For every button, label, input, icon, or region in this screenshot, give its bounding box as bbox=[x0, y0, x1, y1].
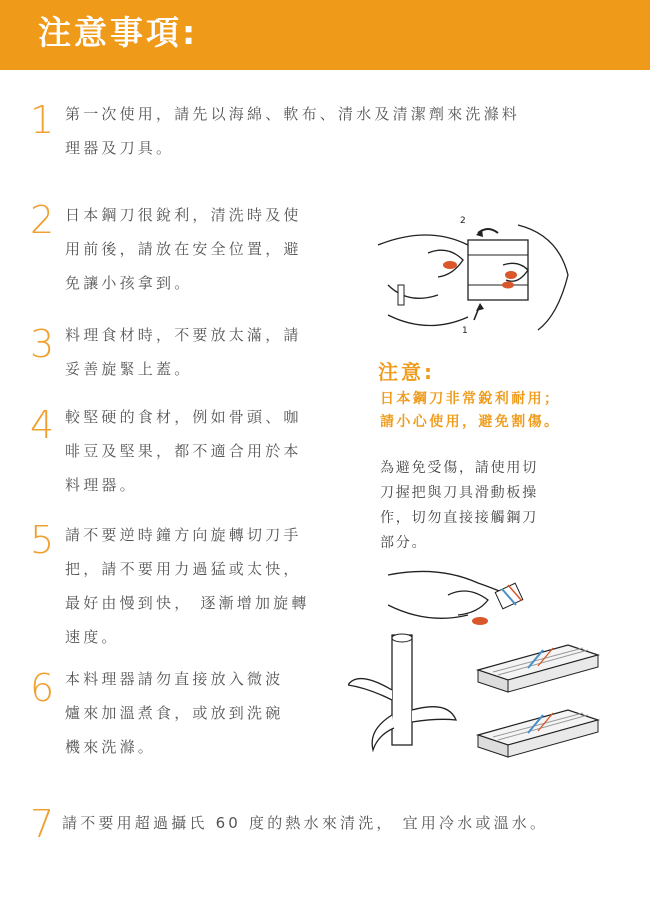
item-text-5: 請不要逆時鐘方向旋轉切刀手 把，請不要用力過猛或太快， 最好由慢到快， 逐漸增加旋轉 速度。 bbox=[65, 526, 310, 646]
item-text-1: 第一次使用，請先以海綿、軟布、清水及清潔劑來洗滌料 理器及刀具。 bbox=[65, 105, 521, 157]
page-title: 注意事項: bbox=[38, 13, 199, 52]
item-number-7: 7 bbox=[30, 802, 55, 846]
step-label-1: 1 bbox=[462, 326, 468, 336]
item-number-3: 3 bbox=[30, 322, 55, 366]
step-label-2: 2 bbox=[460, 216, 466, 226]
item-number-4: 4 bbox=[30, 403, 55, 447]
page-header bbox=[0, 0, 650, 70]
item-text-7: 請不要用超過攝氏 60 度的熱水來清洗， 宜用冷水或溫水。 bbox=[62, 814, 549, 832]
illustration-blade bbox=[348, 630, 458, 760]
item-text-4: 較堅硬的食材，例如骨頭、咖 啡豆及堅果，都不適合用於本 料理器。 bbox=[65, 408, 302, 494]
note-body: 為避免受傷，請使用切 刀握把與刀具滑動板操 作，切勿直接接觸鋼刀 部分。 bbox=[380, 460, 538, 551]
note-subtitle: 日本鋼刀非常銳利耐用； 請小心使用，避免割傷。 bbox=[380, 391, 561, 430]
illustration-injured-finger bbox=[388, 565, 538, 635]
item-text-3: 料理食材時，不要放太滿，請 妥善旋緊上蓋。 bbox=[65, 326, 302, 378]
note-title: 注意: bbox=[378, 360, 435, 384]
illustration-blade-removal bbox=[368, 205, 578, 345]
item-text-6: 本料理器請勿直接放入微波 爐來加溫煮食，或放到洗碗 機來洗滌。 bbox=[65, 670, 284, 756]
item-number-6: 6 bbox=[30, 666, 55, 710]
item-number-5: 5 bbox=[30, 518, 55, 562]
item-number-1: 1 bbox=[30, 98, 55, 142]
illustration-slide-trays bbox=[468, 630, 603, 760]
item-number-2: 2 bbox=[30, 198, 55, 242]
item-text-2: 日本鋼刀很銳利，清洗時及使 用前後，請放在安全位置，避 免讓小孩拿到。 bbox=[65, 206, 302, 292]
